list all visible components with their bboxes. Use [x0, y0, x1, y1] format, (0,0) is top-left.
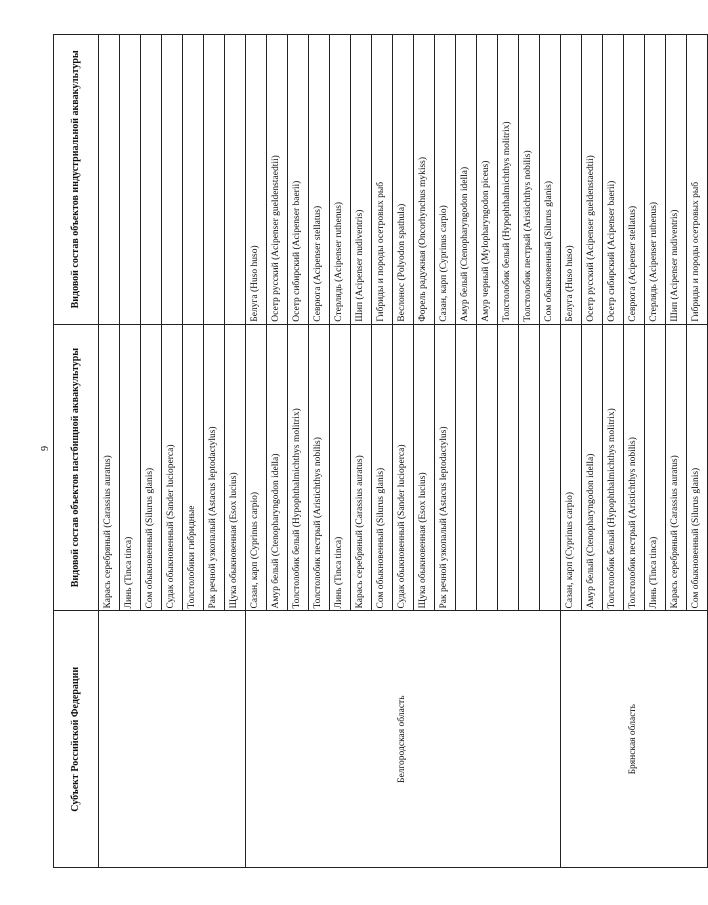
industrial-species-cell: Амур черный (Mylopharyngodon piceus) [477, 35, 498, 325]
rotated-page [53, 34, 702, 868]
pasture-species-cell [477, 324, 498, 611]
pasture-species-cell: Линь (Tinca tinca) [330, 324, 351, 611]
industrial-species-cell [162, 35, 183, 325]
pasture-species-cell: Толстолобики гибридные [183, 324, 204, 611]
pasture-species-cell: Судак обыкновенный (Sander lucioperca) [393, 324, 414, 611]
region-name: Белгородская область [246, 611, 561, 868]
pasture-species-cell: Сом обыкновенный (Silurus glanis) [372, 324, 393, 611]
pasture-species-cell: Сазан, карп (Cyprinus carpio) [246, 324, 267, 611]
pasture-species-cell: Толстолобик белый (Hypophthalmichthys molitrix) [603, 324, 624, 611]
industrial-species-cell [120, 35, 141, 325]
pasture-species-cell: Линь (Tinca tinca) [120, 324, 141, 611]
industrial-species-cell [99, 35, 120, 325]
pasture-species-cell: Щука обыкновенная (Esox lucius) [414, 324, 435, 611]
table-row [561, 35, 582, 868]
pasture-species-cell [519, 324, 540, 611]
industrial-species-cell: Белуга (Huso huso) [246, 35, 267, 325]
industrial-species-cell: Осетр сибирский (Acipenser baerii) [603, 35, 624, 325]
pasture-species-cell: Сом обыкновенный (Silurus glanis) [687, 324, 708, 611]
table-row [99, 35, 120, 868]
industrial-species-cell: Гибриды и породы осетровых рыб [372, 35, 393, 325]
pasture-species-cell: Щука обыкновенная (Esox lucius) [225, 324, 246, 611]
header-industrial: Видовой состав объектов индустриальной аквакультуры [54, 35, 99, 325]
industrial-species-cell: Сом обыкновенный (Silurus glanis) [540, 35, 561, 325]
pasture-species-cell: Рак речной узкопалый (Astacus leptodactylus) [204, 324, 225, 611]
pasture-species-cell: Сазан, карп (Cyprinus carpio) [561, 324, 582, 611]
header-pasture: Видовой состав объектов пастбищной аквакультуры [54, 324, 99, 611]
pasture-species-cell: Толстолобик белый (Hypophthalmichthys molitrix) [288, 324, 309, 611]
industrial-species-cell: Севрюга (Acipenser stellatus) [309, 35, 330, 325]
industrial-species-cell: Форель радужная (Oncorhynchus mykiss) [414, 35, 435, 325]
industrial-species-cell: Севрюга (Acipenser stellatus) [624, 35, 645, 325]
pasture-species-cell: Амур белый (Ctenopharyngodon idella) [582, 324, 603, 611]
industrial-species-cell: Шип (Acipenser nudiventris) [666, 35, 687, 325]
pasture-species-cell: Карась серебряный (Carassius auratus) [351, 324, 372, 611]
industrial-species-cell: Осетр русский (Acipenser gueldenstaedtii) [582, 35, 603, 325]
region-name [99, 611, 246, 868]
pasture-species-cell: Толстолобик пестрый (Aristichthys nobilis) [309, 324, 330, 611]
industrial-species-cell [141, 35, 162, 325]
pasture-species-cell: Сом обыкновенный (Silurus glanis) [141, 324, 162, 611]
page-number: 9 [40, 446, 51, 451]
table-row [246, 35, 267, 868]
industrial-species-cell: Толстолобик пестрый (Aristichthys nobilis) [519, 35, 540, 325]
pasture-species-cell: Карась серебряный (Carassius auratus) [666, 324, 687, 611]
industrial-species-cell: Шип (Acipenser nudiventris) [351, 35, 372, 325]
pasture-species-cell: Толстолобик пестрый (Aristichthys nobilis) [624, 324, 645, 611]
industrial-species-cell [183, 35, 204, 325]
table-body [99, 35, 708, 868]
pasture-species-cell [498, 324, 519, 611]
industrial-species-cell [225, 35, 246, 325]
region-name: Брянская область [561, 611, 708, 868]
pasture-species-cell: Судак обыкновенный (Sander lucioperca) [162, 324, 183, 611]
industrial-species-cell: Осетр сибирский (Acipenser baerii) [288, 35, 309, 325]
industrial-species-cell: Веслонос (Polyodon spathula) [393, 35, 414, 325]
industrial-species-cell: Белуга (Huso huso) [561, 35, 582, 325]
industrial-species-cell [204, 35, 225, 325]
pasture-species-cell: Рак речной узкопалый (Astacus leptodactylus) [435, 324, 456, 611]
industrial-species-cell: Осетр русский (Acipenser gueldenstaedtii) [267, 35, 288, 325]
industrial-species-cell: Стерлядь (Acipenser ruthenus) [645, 35, 666, 325]
table-header-row [54, 35, 99, 868]
industrial-species-cell: Амур белый (Ctenopharyngodon idella) [456, 35, 477, 325]
aquaculture-table [53, 34, 708, 868]
industrial-species-cell: Гибриды и породы осетровых рыб [687, 35, 708, 325]
pasture-species-cell [540, 324, 561, 611]
pasture-species-cell: Линь (Tinca tinca) [645, 324, 666, 611]
pasture-species-cell: Амур белый (Ctenopharyngodon idella) [267, 324, 288, 611]
pasture-species-cell [456, 324, 477, 611]
header-subject: Субъект Российской Федерации [54, 611, 99, 868]
industrial-species-cell: Толстолобик белый (Hypophthalmichthys molitrix) [498, 35, 519, 325]
industrial-species-cell: Сазан, карп (Cyprinus carpio) [435, 35, 456, 325]
industrial-species-cell: Стерлядь (Acipenser ruthenus) [330, 35, 351, 325]
pasture-species-cell: Карась серебряный (Carassius auratus) [99, 324, 120, 611]
